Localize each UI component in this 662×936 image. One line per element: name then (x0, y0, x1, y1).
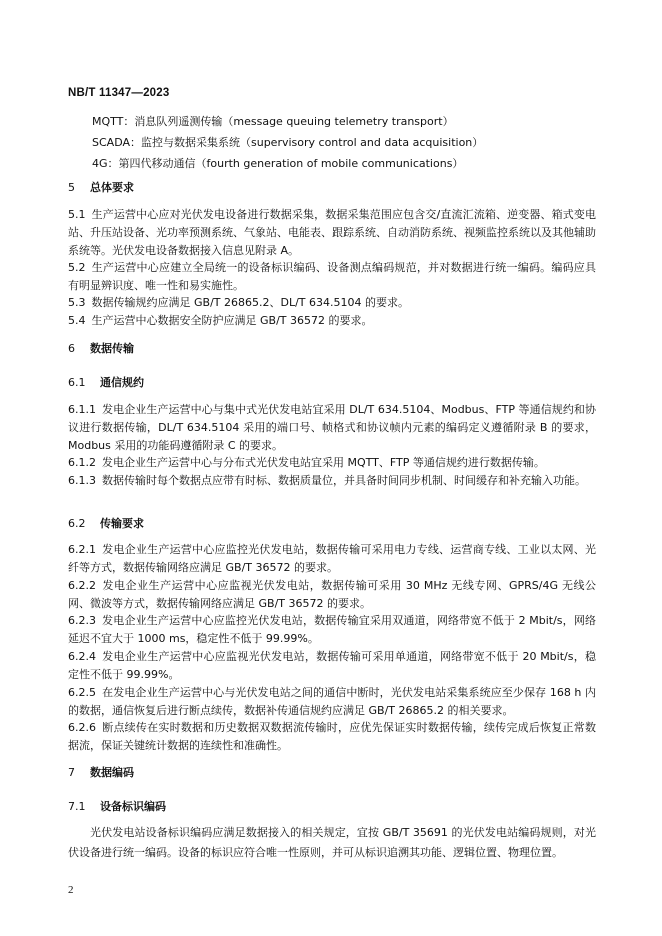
section-title: 总体要求 (90, 181, 134, 194)
clause-5-4 (68, 312, 596, 330)
clause-number: 6.1.2 (68, 456, 96, 469)
clause-6-1-2 (68, 454, 596, 472)
section-6-2-heading (68, 517, 144, 531)
section-title: 通信规约 (100, 376, 144, 389)
clause-text: 断点续传在实时数据和历史数据双数据流传输时，应优先保证实时数据传输，续传完成后恢复正常数据流，保证关键统计数据的连续性和准确性。 (68, 721, 596, 752)
clause-number: 6.2.6 (68, 721, 96, 734)
clause-text: 发电企业生产运营中心应监视光伏发电站，数据传输可采用单通道，网络带宽不低于 20 Mbit/s，稳定性不低于 99.99%。 (68, 650, 596, 681)
section-number: 6 (68, 342, 75, 355)
clause-text: 数据传输规约应满足 GB/T 26865.2、DL/T 634.5104 的要求。 (91, 296, 409, 309)
clause-number: 5.1 (68, 208, 86, 221)
clause-number: 6.2.1 (68, 543, 96, 556)
clause-number: 6.1.1 (68, 403, 96, 416)
clause-6-1-1 (68, 401, 596, 454)
section-title: 数据传输 (90, 342, 134, 355)
section-5-heading (68, 181, 134, 195)
clause-text: 发电企业生产运营中心与分布式光伏发电站宜采用 MQTT、FTP 等通信规约进行数据传输。 (102, 456, 545, 469)
definition-4g: 4G：第四代移动通信（fourth generation of mobile communications） (92, 157, 464, 170)
page-number: 2 (68, 884, 74, 896)
clause-text: 生产运营中心应对光伏发电设备进行数据采集，数据采集范围应包含交/直流汇流箱、逆变器、箱式变电站、升压站设备、光功率预测系统、气象站、电能表、跟踪系统、自动消防系统、视频监控系统以及其他辅助系统等。光伏发电设备数据接入信息见附录 A。 (68, 208, 596, 257)
clause-text: 发电企业生产运营中心与集中式光伏发电站宜采用 DL/T 634.5104、Modbus、FTP 等通信规约和协议进行数据传输，DL/T 634.5104 采用的端口号、帧格式和协议帧内元素的编码定义遵循附录 B 的要求，Modbus 采用的功能码遵循附录 C 的要求。 (68, 403, 596, 452)
clause-number: 5.2 (68, 261, 86, 274)
clause-number: 6.2.2 (68, 579, 96, 592)
section-number: 5 (68, 181, 75, 194)
section-number: 6.2 (68, 517, 86, 530)
clause-6-2-4 (68, 648, 596, 684)
clause-6-2-6 (68, 719, 596, 755)
section-number: 6.1 (68, 376, 86, 389)
clause-text: 生产运营中心数据安全防护应满足 GB/T 36572 的要求。 (91, 314, 373, 327)
section-title: 设备标识编码 (100, 800, 166, 813)
clause-text: 发电企业生产运营中心应监控光伏发电站，数据传输宜采用双通道，网络带宽不低于 2 Mbit/s，网络延迟不宜大于 1000 ms，稳定性不低于 99.99%。 (68, 614, 596, 645)
section-number: 7 (68, 766, 75, 779)
definition-scada: SCADA：监控与数据采集系统（supervisory control and data acquisition） (92, 136, 484, 149)
section-6-heading (68, 342, 134, 356)
standard-number: NB/T 11347—2023 (68, 87, 170, 99)
clause-text: 发电企业生产运营中心应监视光伏发电站，数据传输可采用 30 MHz 无线专网、GPRS/4G 无线公网、微波等方式，数据传输网络应满足 GB/T 36572 的要求。 (68, 579, 596, 610)
clause-5-3 (68, 294, 596, 312)
clause-text: 发电企业生产运营中心应监控光伏发电站，数据传输可采用电力专线、运营商专线、工业以太网、光纤等方式，数据传输网络应满足 GB/T 36572 的要求。 (68, 543, 596, 574)
clause-number: 5.3 (68, 296, 86, 309)
definition-mqtt: MQTT：消息队列遥测传输（message queuing telemetry transport） (92, 115, 454, 128)
section-6-1-heading (68, 376, 144, 390)
section-7-heading (68, 766, 134, 780)
clause-6-2-2 (68, 577, 596, 613)
clause-5-2 (68, 259, 596, 295)
section-title: 数据编码 (90, 766, 134, 779)
clause-number: 5.4 (68, 314, 86, 327)
clause-text: 数据传输时每个数据点应带有时标、数据质量位，并具备时间同步机制、时间缓存和补充输入功能。 (102, 474, 586, 487)
clause-number: 6.2.5 (68, 686, 96, 699)
clause-6-2-3 (68, 612, 596, 648)
clause-6-2-5 (68, 684, 596, 720)
clause-number: 6.2.3 (68, 614, 96, 627)
paragraph-7-1: 光伏发电站设备标识编码应满足数据接入的相关规定，宜按 GB/T 35691 的光伏发电站编码规则，对光伏设备进行统一编码。设备的标识应符合唯一性原则，并可从标识追溯其功能、逻辑位置、物理位置。 (68, 826, 596, 859)
clause-number: 6.1.3 (68, 474, 96, 487)
clause-text: 生产运营中心应建立全局统一的设备标识编码、设备测点编码规范，并对数据进行统一编码。编码应具有明显辨识度、唯一性和易实施性。 (68, 261, 596, 292)
clause-6-2-1 (68, 541, 596, 577)
clause-6-1-3 (68, 472, 596, 490)
section-title: 传输要求 (100, 517, 144, 530)
clause-text: 在发电企业生产运营中心与光伏发电站之间的通信中断时，光伏发电站采集系统应至少保存 168 h 内的数据，通信恢复后进行断点续传，数据补传通信规约应满足 GB/T 26865.2 的相关要求。 (68, 686, 596, 717)
clause-5-1 (68, 206, 596, 259)
section-number: 7.1 (68, 800, 86, 813)
clause-number: 6.2.4 (68, 650, 96, 663)
section-7-1-heading (68, 800, 166, 814)
